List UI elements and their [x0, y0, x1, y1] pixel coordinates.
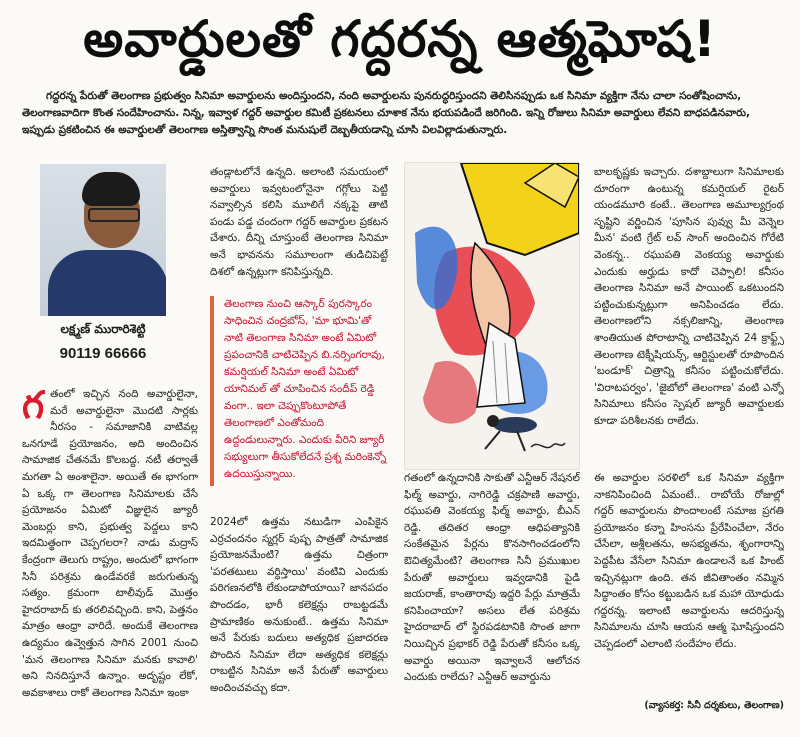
pull-quote: తెలంగాణ నుంచి ఆస్కార్ పురస్కారం సాధించిన చంద్రబోస్, 'మా భూమి'తో నాటి తెలంగాణ సినిమా అంటే ఏమిటో ప్రపంచానికి చాటిచెప్పిన బి.నర్సింగరావు, కమర్షియల్ సినిమా అంటే ఏమిటో యానిమల్ తో చూపించిన సందీప్ రెడ్డి వంగా.. ఇలా చెప్పుకొంటూపోతే తెలంగాణలో ఎంతోమంది ఉద్దండులున్నారు. ఎందుకు వీరిని జ్యూరీ సభ్యులుగా తీసుకోలేదనే ప్రశ్న మరింకెన్నో ఉదయిస్తున్నాయి. — [210, 296, 390, 486]
column-3: గతంలో ఉన్నదానికి సాకుతో ఎన్టీఆర్ నేషనల్ ఫిల్మ్ అవార్డు, నాగిరెడ్డి చక్రపాణి అవార్డు, రఘుపతి వెంకయ్య ఫిల్మ్ అవార్డు, బీఎన్ రెడ్డి. తదితర ఆంధ్రా ఆధిపత్యానికి సంకేతమైన పేర్లను కొనసాగించడంలోని ఔచిత్యమేంటి? తెలంగాణ సినీ ప్రముఖుల పేరుతో అవార్డులు ఇవ్వడానికి పైడి జయరాజ్, కాంతారావు ఇద్దరి పేర్లు మాత్రమే కనిపించాయా? అసలు లేత పరిశ్రమ హైదరాబాద్ లో స్థిరపడటానికి సొంత జాగా నియిచ్చిన ప్రభాకర్ రెడ్డి పేరుతో కనీసం ఒక్క అవార్డు అయినా ఇవ్వాలనే ఆలోచన ఎందుకు రాలేదు? ఎన్టీఆర్ అవార్డును — [404, 472, 580, 684]
author-name: లక్ష్మణ్ మురారిశెట్టి — [60, 322, 146, 336]
column-1 — [22, 386, 198, 718]
column-2-top: తండ్లాటలోనే ఉన్నది. అలాంటి సమయంలో అవార్డులు ఇవ్వటంలోనైనా గగ్గోలు పెట్టి నవ్వాల్సిన కలిసి మూలిగే నక్కపై తాటి పండు పడ్డ చందంగా గద్దర్ అవార్డుల ప్రకటన చేశారు. దీన్ని చూస్తుంటే తెలంగాణ సినిమా అనే భావనను సమూలంగా తుడిచిపెట్టే దిశలో ఉన్నట్లుగా కనిపిస్తున్నది. — [210, 166, 388, 278]
headline: అవార్డులతో గద్దరన్న ఆత్మఘోష! — [83, 9, 717, 68]
intro-paragraph: గద్దరన్న పేరుతో తెలంగాణ ప్రభుత్వం సినిమా అవార్డులను అందిస్తుందని, నంది అవార్డులను పునరుద్ధరిస్తుందని తెలిసినప్పుడు ఒక సినిమా వ్యక్తిగా నేను చాలా సంతోషించాను, తెలంగాణవాదిగా కొంత సందేహించాను. నిన్న, ఇవ్వాళ గద్దర్ అవార్డుల కమిటీ ప్రకటనలు చూశాక నేను భయపడిందే జరిగింది. ఇన్ని రోజులు సినిమా అవార్డులు లేవని బాధపడినవారు, ఇప్పుడు ప్రకటించిన ఈ అవార్డులతో తెలంగాణ అస్తిత్వాన్ని సొంత మనుషులే దెబ్బతీయడాన్ని చూసి విలవిల్లాడుతున్నారు. — [22, 90, 750, 136]
cartoon-drawing — [405, 163, 579, 469]
column-4-bottom: ఈ అవార్డుల సరళిలో ఒక సినిమా వ్యక్తిగా నాకనిపించింది ఏమంటే.. రాబోయే రోజుల్లో గద్దర్ అవార్డులను పొందాలంటే సమాజ ప్రగతి ప్రయోజనం కన్నా హింసను ప్రేరేపించేలా, నేరం చేసేలా, అశ్లీలతను, అసభ్యతను, శృంగారాన్ని పెద్దపీట వేసేలా సినిమా ఉండాలనే ఒక హింట్ ఇచ్చినట్లుగా ఉంది. తన జీవితాంతం నమ్మిన సిద్ధాంతం కోసం కట్టుబడిన ఒక మహా యోధుడు గద్దరన్న. ఇలాంటి అవార్డులను ఆదరిస్తున్న సినిమాలను చూసి ఆయన ఆత్మ ఘోషిస్తుందని చెప్పడంలో ఎలాంటి సందేహం లేదు. — [594, 472, 784, 650]
writer-credit: (వ్యాసకర్త: సినీ దర్శకులు, తెలంగాణ) — [644, 700, 784, 711]
column-1-text: తంలో ఇచ్చిన నంది అవార్డులైనా, మరే అవార్డులైనా మొదటి సార్లకు నీరసం - సమాజానికి వాటివల్ల ఒనగూడే ప్రయోజనం, అది అందించిన సామాజిక చేతనమే కొలబద్ద. నటీ తర్వాతే మగతా ఏ అంశాలైనా. అయితే ఈ భాగంగా ఏ ఒక్క గా తెలంగాణ సినిమాలకు చేసే ప్రయోజనం ఏమిటో విజ్ఞులైన జ్యూరీ మెంబర్లు కాని, ప్రభుత్వ పెద్దలు కాని ఇదమిత్థంగా చెప్పగలరా? నాడు మద్రాస్ కేంద్రంగా తెలుగు రాష్ట్రం, అందులో భాగంగా సినీ పరిశ్రమ ఉండేవరకే జరుగుతున్న సత్యం. క్రమంగా టాలీవుడ్ మొత్తం హైదరాబాద్ కు తరలివచ్చింది. కాని, పెత్తనం మాత్రం ఆంధ్రా వారిదే. అందుకే తెలంగాణ ఉద్యమం ఉవ్వెత్తున సాగిన 2001 నుంచి 'మన తెలంగాణ సినిమా మనకు కావాలి' అని నినదిస్తూనే ఉన్నాం. అదృష్టం లేకో, అవకాశాలు రాకో తెలంగాణ సినిమా ఇంకా — [22, 388, 198, 699]
cartoon-illustration — [404, 162, 580, 470]
author-phone: 90119 66666 — [59, 345, 147, 362]
author-byline — [40, 322, 166, 362]
dropcap: గ — [22, 386, 45, 427]
column-4-top: బాలకృష్ణకు ఇచ్చారు. దశాబ్దాలుగా సినిమాలకు దూరంగా ఉంటున్న కమర్షియల్ రైటర్ యండమూరి కంటే.. తెలంగాణ అమూల్యగ్రంథ సృష్టిని వర్ణించిన 'పూసిన పువ్వు మీ వెన్నెల మీన' వంటి గ్రేట్ లవ్ సాంగ్ అందించిన గోరేటి వెంకన్న.. రఘుపతి వెంకయ్య అవార్డుకు ఎందుకు అర్హుడు కాదో చెప్పాలి! కనీసం తెలంగాణ సినిమా అనే పాయింట్ ఒకటుందని పట్టించుకున్నట్లుగా అనిపించడం లేదు. తెలంగాణలోని నక్సలిజాన్ని, తెలంగాణ శాంతియుత పోరాటాన్ని చాటిచెప్పిన 24 క్రాఫ్ట్స్ తెలంగాణ టెక్నీషియన్స్, ఆర్టిస్టులతో రూపొందిన 'బండూక్' చిత్రాన్ని కనీసం పట్టించుకోలేదు. 'విరాటపర్వం', 'జైబోలో తెలంగాణ' వంటి ఎన్నో సినిమాలు కనీసం స్పెషల్ జ్యూరీ అవార్డులకు కూడా పరిశీలనకు రాలేదు. — [594, 166, 784, 427]
author-photo — [40, 164, 166, 316]
column-2-bottom: 2024లో ఉత్తమ నటుడిగా ఎంపికైన ఎర్రచందనం స్మగ్లర్ పుష్ప పాత్రతో సామాజిక ప్రయోజనమేంటి? ఉత్తమ చిత్రంగా 'పరతటులు వర్ధిస్తాయి' వంటివి ఎందుకు పరిగణనలోకి లేకుండాపోయాయి? జానపదం పొందడం, భారీ కలెక్షన్లు రాబట్టడమే ప్రామాణికం అనుకుంటే.. ఉత్తమ సినిమా అనే పేరుకు బదులు అత్యధిక ప్రజాదరణ పొందిన సినిమా లేదా అత్యధిక కలెక్షన్లు రాబట్టిన సినిమా అనే పేరుతో అవార్డులు అందించవచ్చు కదా. — [210, 516, 388, 694]
